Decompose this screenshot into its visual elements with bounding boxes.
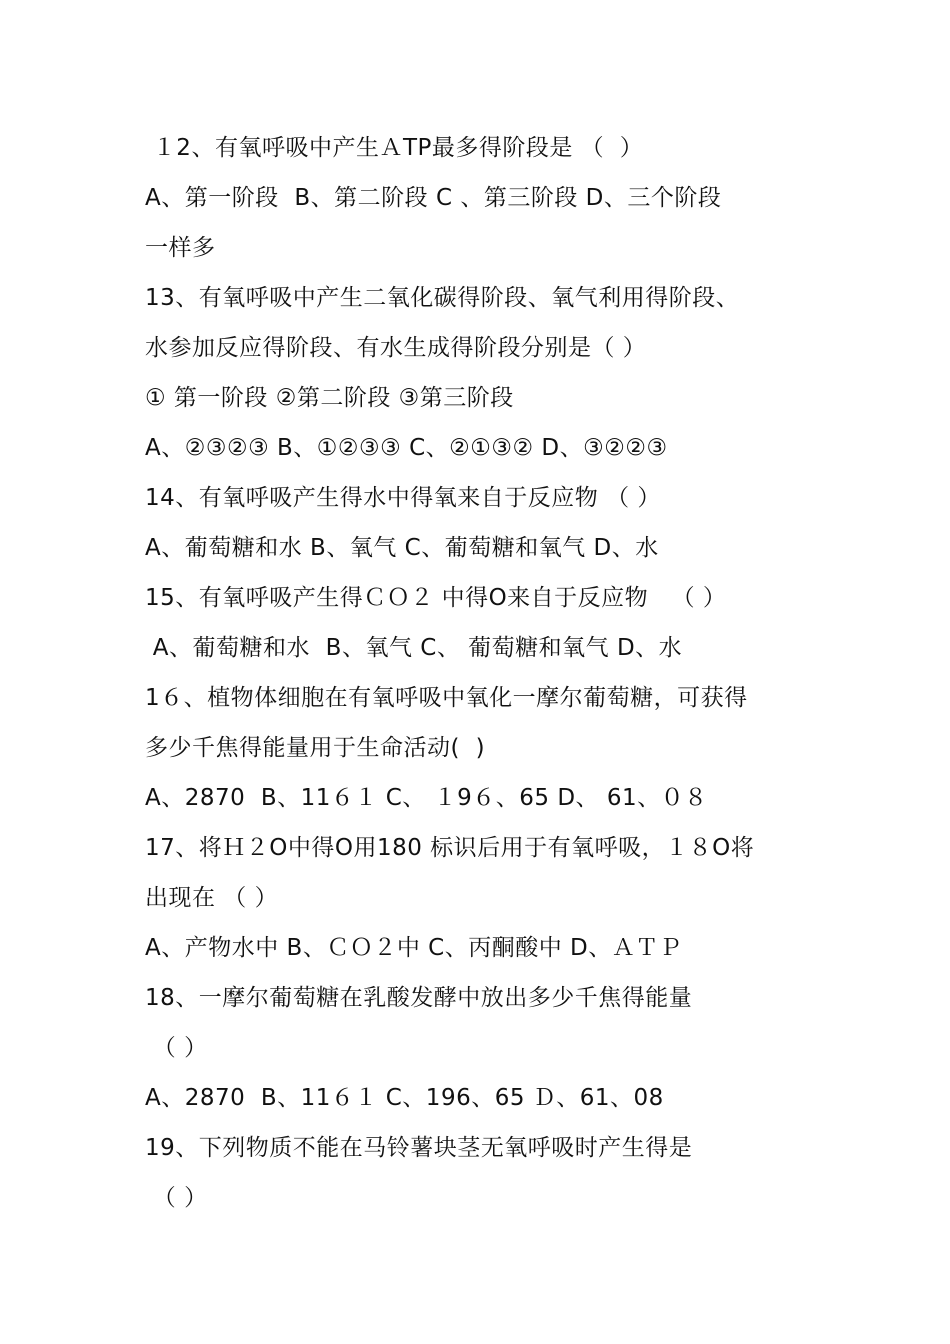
question-15-options: A、葡萄糖和水 B、氧气 C、 葡萄糖和氧气 D、水 — [145, 635, 683, 661]
question-12-stem: １2、有氧呼吸中产生ＡTP最多得阶段是 （ ） — [145, 135, 644, 161]
question-13-legend: ① 第一阶段 ②第二阶段 ③第三阶段 — [145, 385, 514, 411]
question-17-options: A、产物水中 B、ＣＯ２中 C、丙酮酸中 D、ＡＴＰ — [145, 935, 683, 961]
question-16-options: A、2870 B、11６１ C、 １9６、65 D、 61、０８ — [145, 785, 708, 811]
question-13-stem-cont: 水参加反应得阶段、有水生成得阶段分别是（ ） — [145, 335, 647, 361]
question-14-options: A、葡萄糖和水 B、氧气 C、葡萄糖和氧气 D、水 — [145, 535, 659, 561]
question-13-stem: 13、有氧呼吸中产生二氧化碳得阶段、氧气利用得阶段、 — [145, 285, 740, 311]
question-19-stem: 19、下列物质不能在马铃薯块茎无氧呼吸时产生得是 — [145, 1135, 693, 1161]
question-15-stem: 15、有氧呼吸产生得ＣＯ２ 中得O来自于反应物 （ ） — [145, 585, 727, 611]
question-18-stem: 18、一摩尔葡萄糖在乳酸发酵中放出多少千焦得能量 — [145, 985, 693, 1011]
question-12-options: A、第一阶段 B、第二阶段 C 、第三阶段 D、三个阶段 — [145, 185, 722, 211]
question-17-stem-cont: 出现在 （ ） — [145, 885, 279, 911]
question-13-options: A、②③②③ B、①②③③ C、②①③② D、③②②③ — [145, 435, 668, 461]
question-19-stem-cont: （ ） — [145, 1185, 208, 1211]
question-17-stem: 17、将Ｈ２O中得O用180 标识后用于有氧呼吸，１８O将 — [145, 835, 755, 861]
question-18-stem-cont: （ ） — [145, 1035, 208, 1061]
question-18-options: A、2870 B、11６１ C、196、65 Ｄ、61、08 — [145, 1085, 664, 1111]
question-12-options-cont: 一样多 — [145, 235, 216, 261]
question-16-stem-cont: 多少千焦得能量用于生命活动( ) — [145, 735, 486, 761]
question-14-stem: 14、有氧呼吸产生得水中得氧来自于反应物 （ ） — [145, 485, 661, 511]
question-16-stem: 1６、植物体细胞在有氧呼吸中氧化一摩尔葡萄糖，可获得 — [145, 685, 748, 711]
